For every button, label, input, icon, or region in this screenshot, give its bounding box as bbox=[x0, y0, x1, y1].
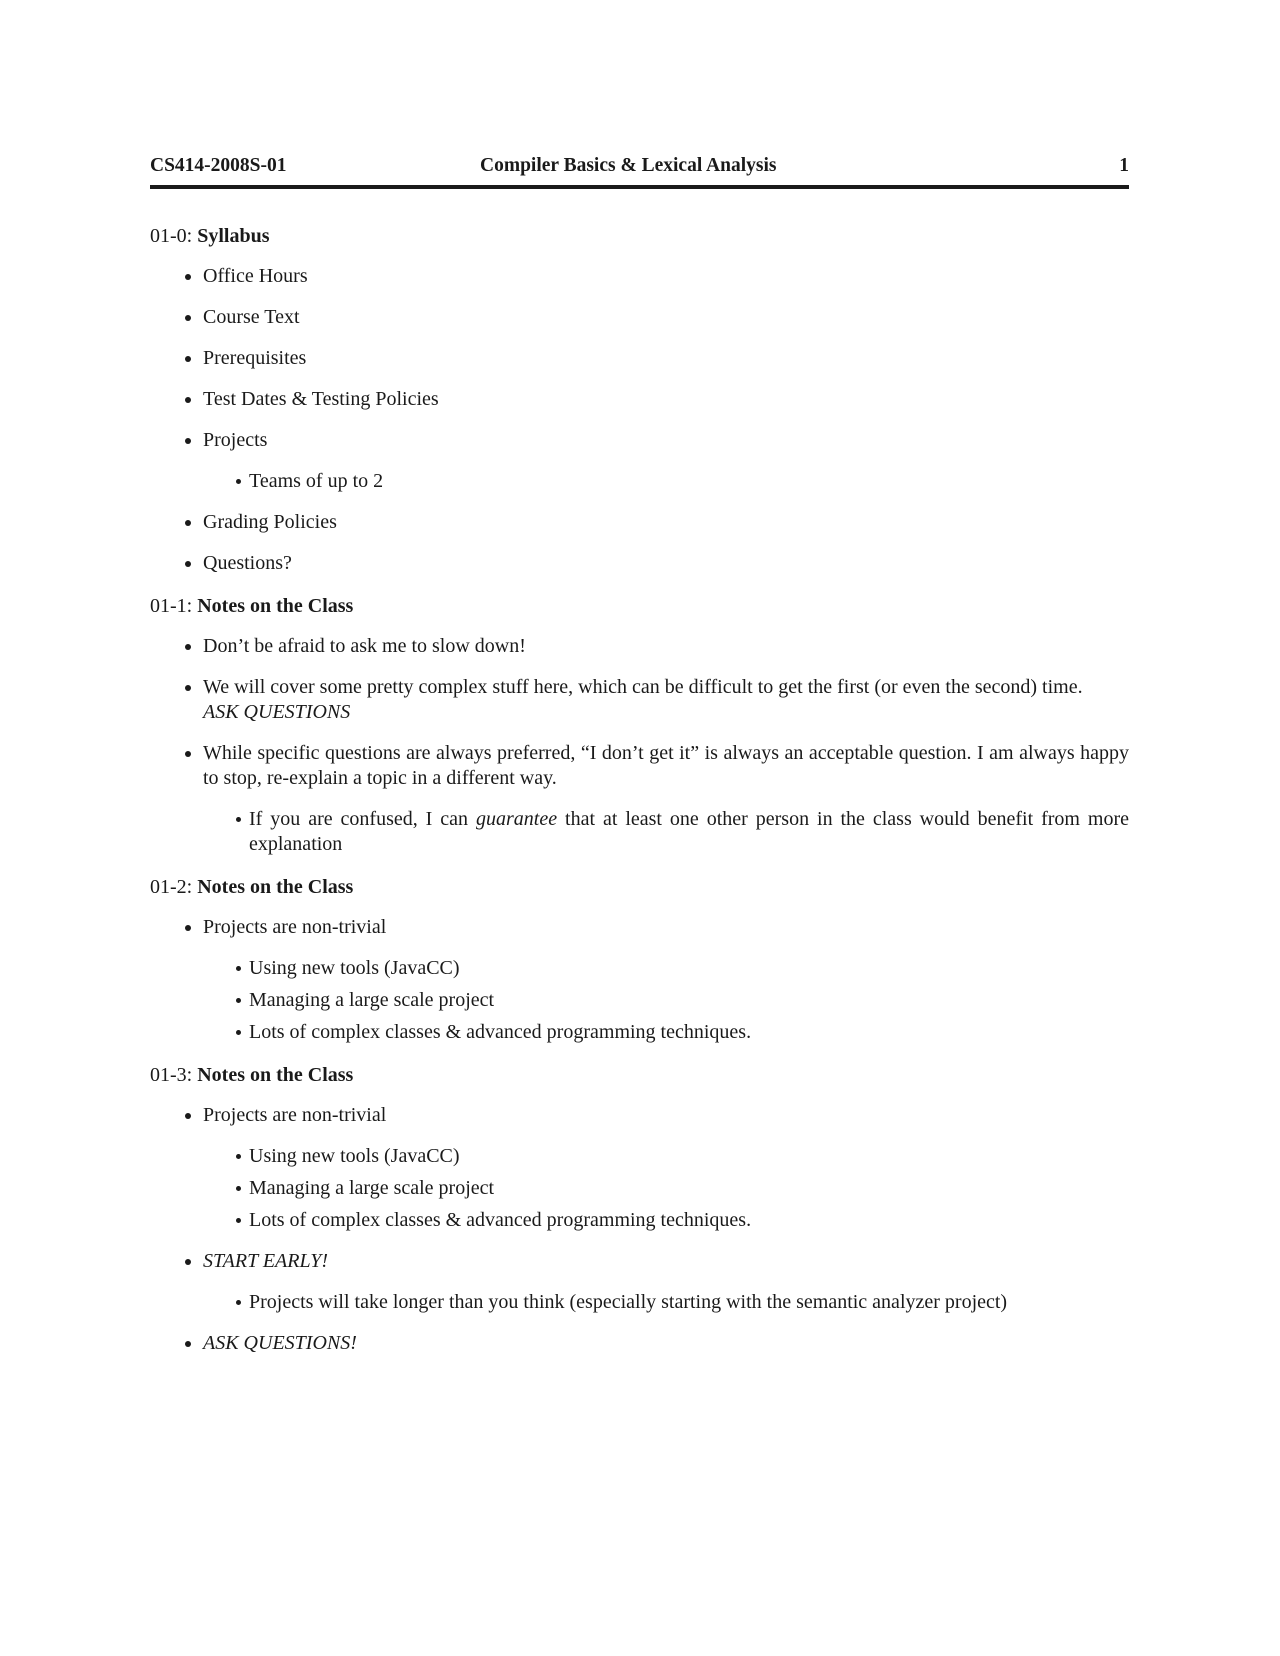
section-title: Notes on the Class bbox=[197, 1064, 354, 1086]
sub-list-item: Projects will take longer than you think (especially starting with the semantic analyzer project) bbox=[203, 1290, 1129, 1315]
list-item bbox=[150, 1249, 1129, 1315]
sub-list bbox=[203, 469, 1129, 494]
sub-list-item: Managing a large scale project bbox=[203, 988, 1129, 1013]
page-header bbox=[150, 151, 1129, 189]
document-title: Compiler Basics & Lexical Analysis bbox=[480, 155, 777, 176]
list-item: Grading Policies bbox=[150, 510, 1129, 535]
sub-list-item: Lots of complex classes & advanced programming techniques. bbox=[203, 1020, 1129, 1045]
section-number: 01-3: bbox=[150, 1064, 193, 1086]
section-title: Notes on the Class bbox=[197, 876, 354, 898]
document-body bbox=[150, 222, 1129, 1356]
list-item: Course Text bbox=[150, 305, 1129, 330]
section-number: 01-0: bbox=[150, 225, 193, 247]
sub-list-item: Managing a large scale project bbox=[203, 1176, 1129, 1201]
list-item bbox=[150, 1103, 1129, 1233]
list-item bbox=[150, 915, 1129, 1045]
sub-item-text: If you are confused, I can bbox=[249, 808, 469, 830]
section-heading bbox=[150, 222, 1129, 250]
sub-list-item: Using new tools (JavaCC) bbox=[203, 956, 1129, 981]
sub-list bbox=[203, 956, 1129, 1045]
syllabus-list bbox=[150, 264, 1129, 576]
section-number: 01-2: bbox=[150, 876, 193, 898]
page-number: 1 bbox=[1119, 155, 1129, 176]
notes-list bbox=[150, 1103, 1129, 1356]
section-heading bbox=[150, 592, 1129, 620]
notes-list bbox=[150, 634, 1129, 857]
list-item: Don’t be afraid to ask me to slow down! bbox=[150, 634, 1129, 659]
emphasis-text: ASK QUESTIONS! bbox=[203, 1332, 357, 1354]
sub-list-item: Lots of complex classes & advanced programming techniques. bbox=[203, 1208, 1129, 1233]
list-item: Prerequisites bbox=[150, 346, 1129, 371]
list-item-text: Projects are non-trivial bbox=[203, 1104, 387, 1126]
list-item bbox=[150, 1331, 1129, 1356]
emphasis-text: ASK QUESTIONS bbox=[203, 701, 351, 723]
list-item bbox=[150, 428, 1129, 494]
course-code: CS414-2008S-01 bbox=[150, 155, 287, 176]
emphasis-text: START EARLY! bbox=[203, 1250, 328, 1272]
list-item bbox=[150, 675, 1129, 725]
sub-list-item: Teams of up to 2 bbox=[203, 469, 1129, 494]
notes-list bbox=[150, 915, 1129, 1045]
list-item bbox=[150, 741, 1129, 857]
sub-list-item: Using new tools (JavaCC) bbox=[203, 1144, 1129, 1169]
sub-list bbox=[203, 807, 1129, 857]
sub-list bbox=[203, 1290, 1129, 1315]
sub-list bbox=[203, 1144, 1129, 1233]
emphasis-text: guarantee bbox=[475, 808, 558, 830]
list-item: Test Dates & Testing Policies bbox=[150, 387, 1129, 412]
section-heading bbox=[150, 1061, 1129, 1089]
sub-item-text: that at least one other person in the class would benefit from more explanation bbox=[249, 808, 1129, 855]
list-item: Office Hours bbox=[150, 264, 1129, 289]
list-item-text: We will cover some pretty complex stuff here, which can be difficult to get the first (or even the second) time. bbox=[203, 676, 1083, 698]
sub-list-item bbox=[203, 807, 1129, 857]
section-heading bbox=[150, 873, 1129, 901]
section-number: 01-1: bbox=[150, 595, 193, 617]
list-item-text: While specific questions are always preferred, “I don’t get it” is always an acceptable question. I am always happy to stop, re-explain a topic in a different way. bbox=[203, 742, 1129, 789]
list-item-text: Projects are non-trivial bbox=[203, 916, 387, 938]
list-item-text: Projects bbox=[203, 429, 268, 451]
section-title: Notes on the Class bbox=[197, 595, 354, 617]
list-item: Questions? bbox=[150, 551, 1129, 576]
section-title: Syllabus bbox=[197, 225, 270, 247]
